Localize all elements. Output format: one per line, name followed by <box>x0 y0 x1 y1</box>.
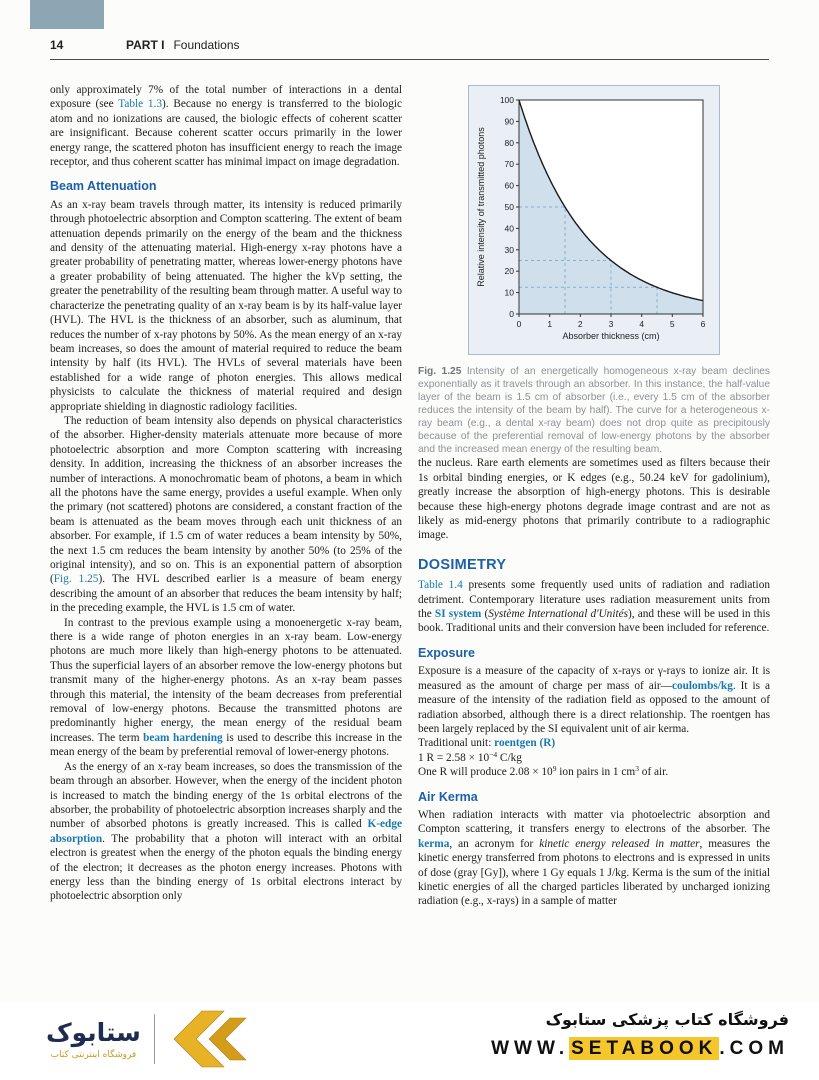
right-column <box>418 83 770 1007</box>
line-roentgen-ion-pairs: One R will produce $2.08 \times 10^9$ ion pairs in 1 $cm^3$ of air. <box>418 764 669 779</box>
svg-text:Relative intensity of transmit: Relative intensity of transmitted photons <box>476 127 486 287</box>
page-number: 14 <box>50 38 64 52</box>
paragraph-air-kerma: When radiation interacts with matter via photoelectric absorption and Compton scattering, it transfers energy to electrons of the absorber. The kerma, an acronym for kinetic energy released in matter, measures the kinetic energy transferred from photons to electrons and is expressed in units of dose (gray [Gy]), where 1 Gy equals 1 J/kg. Kerma is the sum of the initial kinetic energies of all the charged particles liberated by uncharged ionizing radiation (e.g., x-rays) in a sample of matter <box>418 808 770 908</box>
left-column <box>50 83 402 1007</box>
inline-link[interactable]: Table 1.3 <box>118 98 163 111</box>
setabook-logo <box>46 1010 252 1068</box>
svg-text:20: 20 <box>504 266 514 277</box>
line-traditional-unit: Traditional unit: roentgen (R) <box>418 737 556 750</box>
url-brand: SETABOOK <box>571 1038 718 1059</box>
footer-watermark <box>0 1002 819 1080</box>
svg-text:50: 50 <box>504 202 514 212</box>
paragraph-beam-4: As the energy of an x-ray beam increases, so does the transmission of the beam through an absorber. However, when the energy of the incident photon is increased to match the binding energy of the 1s orbital electrons of the absorber, the probability of photoelectric absorption increases sharply and the number of absorbed photons is greatly increased. This is called K-edge absorption. The probability that a photon will interact with an orbital electron is greatest when the energy of the photon equals the binding energy of the electron; it decreases as the photon energy increases. Photons with energy less than the binding energy of 1s orbital electrons interact by photoelectric absorption only <box>50 760 402 903</box>
inline-link[interactable]: beam hardening <box>143 731 223 744</box>
setabook-wordmark-block <box>46 1019 141 1060</box>
svg-text:70: 70 <box>504 159 514 170</box>
attenuation-chart-svg <box>473 92 713 348</box>
svg-text:10: 10 <box>504 287 514 298</box>
chevron-logo-icon <box>168 1010 252 1068</box>
svg-text:90: 90 <box>504 116 514 127</box>
header-rule <box>50 59 769 60</box>
inline-link[interactable]: SI system <box>434 608 482 621</box>
svg-text:4: 4 <box>639 319 645 329</box>
section-heading-air-kerma: Air Kerma <box>418 789 478 804</box>
figure-1-25-panel <box>468 85 720 355</box>
logo-divider <box>154 1014 155 1064</box>
footer-store-info <box>491 1010 789 1060</box>
svg-text:0: 0 <box>509 309 514 319</box>
inline-link[interactable]: Table 1.4 <box>418 579 463 592</box>
inline-link[interactable]: Fig. 1.25 <box>53 573 99 586</box>
section-heading-exposure: Exposure <box>418 645 475 660</box>
inline-link[interactable]: kerma <box>418 837 450 850</box>
paragraph-exposure: Exposure is a measure of the capacity of x-rays or γ-rays to ionize air. It is measured as the amount of charge per mass of air—coulombs/kg. It is a measure of the intensity of the radiation field as opposed to the amount of radiation absorbed, although there is a direct relationship. The roentgen has been largely replaced by the SI equivalent unit of air kerma. <box>418 665 770 735</box>
line-roentgen-value: 1 $R = 2.58 \times 10^{-4}$ C/kg <box>418 749 522 764</box>
paragraph-dosimetry: Table 1.4 presents some frequently used units of radiation and radiation detriment. Contemporary literature uses radiation measurement units from the SI system (Système International d'Unités), and these will be used in this book. Traditional units and their conversion have been included for reference. <box>418 579 770 635</box>
svg-text:60: 60 <box>504 180 514 191</box>
paragraph-beam-3: In contrast to the previous example using a monoenergetic x-ray beam, there is a wide range of photon energies in an x-ray beam. Low-energy photons are much more likely than high-energy photons to be attenuated. Thus the superficial layers of an absorber remove the low-energy photons but transmit many of the higher-energy photons. As an x-ray beam passes through this material, the intensity of the beam decreases from preferential removal of low-energy photons. Because the transmitted photons are predominantly higher energy, the mean energy of the residual beam increases. The term beam hardening is used to describe this increase in the mean energy of the beam by preferential removal of lower-energy photons. <box>50 616 402 759</box>
store-title: فروشگاه کتاب پزشکی ستابوک <box>545 1010 789 1029</box>
figure-1-25-caption: Fig. 1.25 Intensity of an energetically homogeneous x-ray beam declines exponentially as it travels through an absorber. In this instance, the half-value layer of the beam is 1.5 cm of absorber (i.e., every 1.5 cm of the absorber reduces the intensity of the beam by half). The curve for a heterogeneous x-ray beam (e.g., a dental x-ray beam) does not drop quite as precipitously because of the preferential removal of low-energy photons by the absorber and the increased mean energy of the resulting beam. <box>418 366 770 456</box>
section-heading-beam-attenuation: Beam Attenuation <box>50 179 157 194</box>
website-url[interactable] <box>491 1038 789 1060</box>
svg-text:100: 100 <box>499 95 514 105</box>
inline-link[interactable]: coulombs/kg <box>671 679 733 692</box>
svg-text:1: 1 <box>547 319 553 329</box>
svg-text:2: 2 <box>577 319 583 329</box>
svg-text:40: 40 <box>504 223 514 234</box>
part-title: Foundations <box>173 38 240 52</box>
paragraph-beam-1: As an x-ray beam travels through matter, its intensity is reduced primarily through photoelectric absorption and Compton scattering. The extent of beam attenuation depends primarily on the energy of the beam and the thickness and density of the attenuating material. High-energy x-ray photons have a greater probability of penetrating matter, whereas lower-energy photons have a greater probability of being attenuated. The higher the kVp setting, the greater the penetrability of the resulting beam through matter. A useful way to characterize the penetrating quality of an x-ray beam is by its half-value layer (HVL). The HVL is the thickness of an absorber, such as aluminum, that reduces the number of x-ray photons by 50%. As the mean energy of an x-ray beam increases, so does the amount of material required to reduce the beam intensity by half (its HVL). The HVLs of several materials have been established for a wide range of photon energies. This allows medical physicists to calculate the thickness of material required and design appropriate shielding in diagnostic radiology facilities. <box>50 198 402 413</box>
setabook-logo-subtitle: فروشگاه اینترنتی کتاب <box>50 1049 137 1060</box>
setabook-wordmark: ستابوک <box>46 1017 141 1047</box>
svg-text:Absorber thickness (cm): Absorber thickness (cm) <box>562 331 660 341</box>
attenuation-chart <box>473 92 715 352</box>
svg-text:30: 30 <box>504 244 514 255</box>
page-header <box>50 38 770 52</box>
part-label: PART I <box>126 38 165 52</box>
svg-text:5: 5 <box>669 319 675 329</box>
svg-text:6: 6 <box>700 319 706 329</box>
paragraph-nucleus: the nucleus. Rare earth elements are sometimes used as filters because their 1s orbital binding energies, or K edges (e.g., 50.24 keV for gadolinium), greatly increase the absorption of high-energy photons. This is desirable because these high-energy photons degrade image contrast and are not as likely as mid-energy photons that primarily contribute to a radiographic image. <box>418 457 770 542</box>
paragraph-coherent-scatter: only approximately 7% of the total number of interactions in a dental exposure (see Table 1.3). Because no energy is transferred to the biologic atom and no ionizations are caused, the biologic effects of coherent scatter are insignificant. Because coherent scatter occurs primarily in the lower energy range, the scattered photon has insufficient energy to reach the image receptor, and thus coherent scatter has minimal impact on image degradation. <box>50 84 402 169</box>
url-prefix: WWW. <box>491 1038 570 1059</box>
svg-text:3: 3 <box>608 319 614 329</box>
svg-text:80: 80 <box>504 137 514 148</box>
inline-link[interactable]: K-edge absorption <box>50 818 402 845</box>
svg-text:0: 0 <box>516 319 522 329</box>
paragraph-beam-2: The reduction of beam intensity also depends on physical characteristics of the absorber. Higher-density materials attenuate more because of more photoelectric absorption and more Compton scattering with increasing density. In addition, increasing the thickness of an absorber increases the number of interactions. A monochromatic beam of photons, a beam in which all the photons have the same energy, provides a useful example. When only the primary (not scattered) photons are considered, a constant fraction of the beam is attenuated as the beam moves through each unit thickness of an absorber. For example, if 1.5 cm of water reduces a beam intensity by 50%, the next 1.5 cm reduces the beam intensity by another 50% (to 25% of the original intensity), and so on. This is an exponential pattern of absorption (Fig. 1.25). The HVL described earlier is a measure of beam energy describing the amount of an absorber that reduces the beam intensity by half; in the preceding example, the HVL is 1.5 cm of water. <box>50 414 402 615</box>
corner-tab <box>30 0 104 29</box>
inline-link[interactable]: roentgen (R) <box>494 737 556 750</box>
url-suffix: .COM <box>719 1038 789 1059</box>
section-heading-dosimetry: DOSIMETRY <box>418 556 507 573</box>
